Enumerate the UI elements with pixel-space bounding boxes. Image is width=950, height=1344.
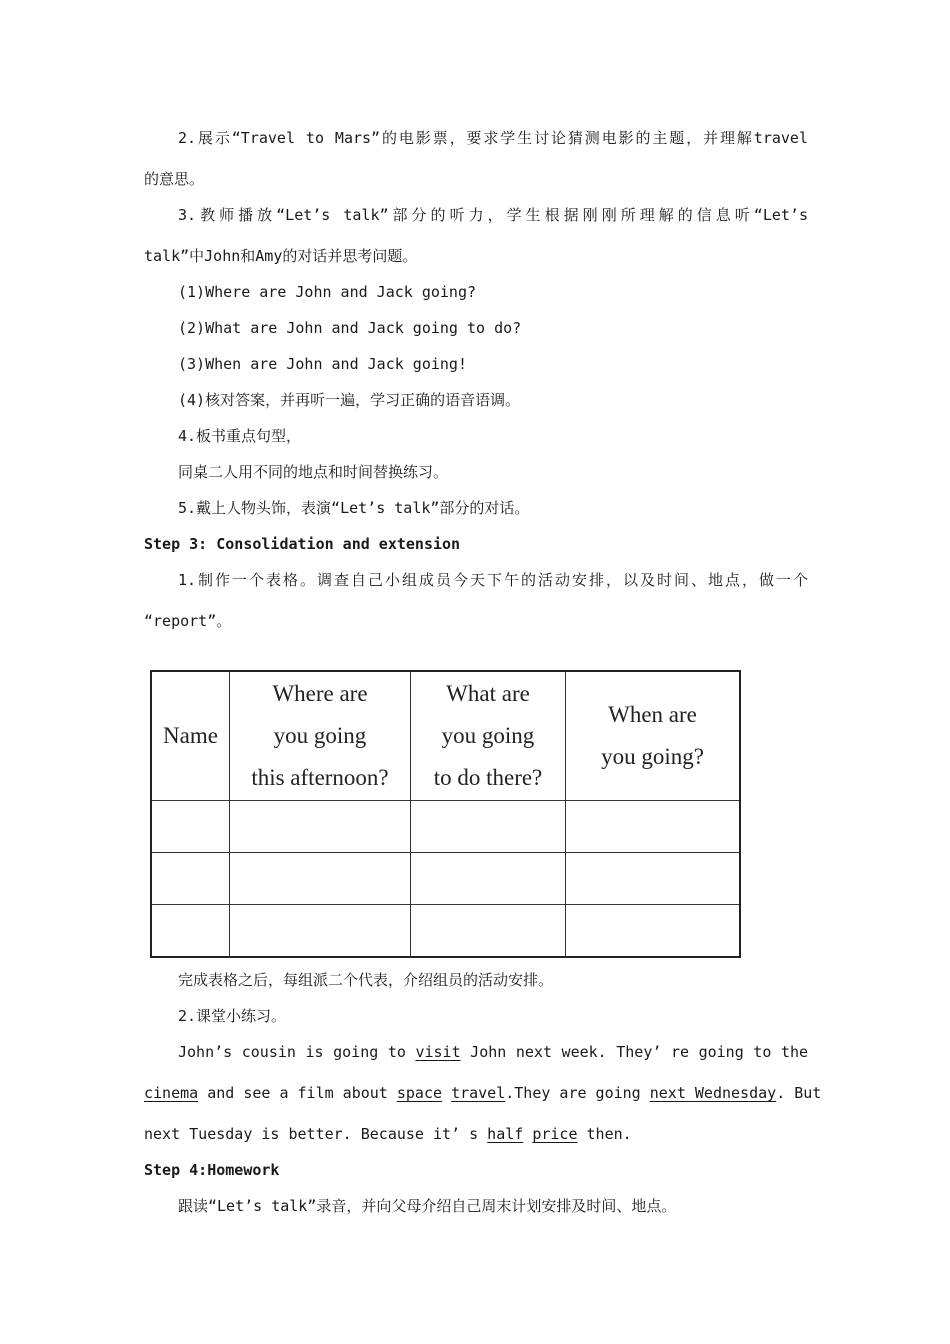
step3-line-2: “report”。: [144, 612, 232, 630]
exercise-title: 2.课堂小练习。: [178, 1007, 287, 1025]
blank-travel: travel: [451, 1084, 506, 1102]
question-2: (2)What are John and Jack going to do?: [178, 319, 522, 337]
table-cell[interactable]: [151, 905, 230, 958]
table-cell[interactable]: [230, 801, 411, 853]
exercise-line-3: next Tuesday is better. Because it’ s half price then.: [144, 1125, 632, 1143]
step4-heading: Step 4:Homework: [144, 1161, 280, 1179]
header-what: What are you going to do there?: [411, 671, 566, 801]
table-cell[interactable]: [411, 801, 566, 853]
homework-line: 跟读“Let’s talk”录音，并向父母介绍自己周末计划安排及时间、地点。: [178, 1197, 677, 1215]
survey-table: [150, 670, 741, 958]
blank-space: space: [396, 1084, 443, 1102]
header-name: Name: [151, 671, 230, 801]
blank-cinema: cinema: [144, 1084, 199, 1102]
table-cell[interactable]: [411, 905, 566, 958]
header-when: When are you going?: [566, 671, 741, 801]
blank-half: half: [487, 1125, 524, 1143]
table-row: [151, 905, 740, 958]
question-3: (3)When are John and Jack going!: [178, 355, 467, 373]
line-perform: 5.戴上人物头饰，表演“Let’s talk”部分的对话。: [178, 499, 530, 517]
question-1: (1)Where are John and Jack going?: [178, 283, 477, 301]
line-3: 3.教师播放“Let’s talk”部分的听力，学生根据刚刚所理解的信息听“Let’s: [178, 206, 808, 224]
table-cell[interactable]: [151, 801, 230, 853]
blank-price: price: [532, 1125, 578, 1143]
table-row: [151, 853, 740, 905]
blank-next-wednesday: next Wednesday: [649, 1084, 777, 1102]
step3-heading: Step 3: Consolidation and extension: [144, 535, 461, 553]
table-cell[interactable]: [566, 801, 741, 853]
table-cell[interactable]: [566, 853, 741, 905]
table-cell[interactable]: [411, 853, 566, 905]
line-4: talk”中John和Amy的对话并思考问题。: [144, 247, 418, 265]
line-2: 的意思。: [144, 170, 205, 188]
table-cell[interactable]: [230, 853, 411, 905]
after-table-line: 完成表格之后，每组派二个代表，介绍组员的活动安排。: [178, 971, 554, 989]
exercise-line-1: John’s cousin is going to visit John next week. They’ re going to the: [178, 1043, 809, 1061]
exercise-line-2: cinema and see a film about space travel.They are going next Wednesday. But: [144, 1084, 822, 1102]
table-cell[interactable]: [566, 905, 741, 958]
table-row: [151, 801, 740, 853]
line-board: 4.板书重点句型，: [178, 427, 302, 445]
question-4: (4)核对答案，并再听一遍，学习正确的语音语调。: [178, 391, 521, 409]
table-cell[interactable]: [230, 905, 411, 958]
table-cell[interactable]: [151, 853, 230, 905]
table-header-row: [151, 671, 740, 801]
line-pair: 同桌二人用不同的地点和时间替换练习。: [178, 463, 449, 481]
header-where: Where are you going this afternoon?: [230, 671, 411, 801]
step3-line-1: 1.制作一个表格。调查自己小组成员今天下午的活动安排，以及时间、地点，做一个: [178, 571, 808, 589]
blank-visit: visit: [415, 1043, 461, 1061]
line-1: 2.展示“Travel to Mars”的电影票，要求学生讨论猜测电影的主题，并理解travel: [178, 129, 808, 147]
